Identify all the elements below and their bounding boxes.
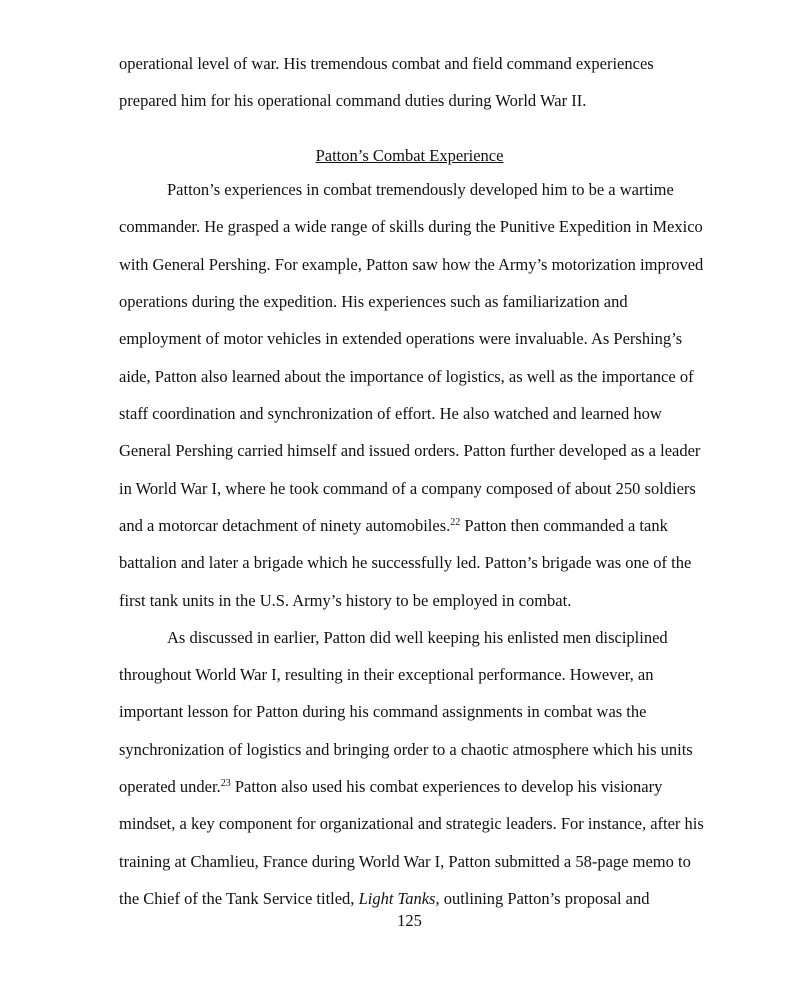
- text-line: prepared him for his operational command duties during World War II.: [119, 91, 587, 110]
- footnote-marker: 22: [450, 517, 461, 528]
- text-segment: operated under.: [119, 777, 221, 796]
- text-segment: the Chief of the Tank Service titled,: [119, 889, 359, 908]
- paragraph-first-line: Patton’s experiences in combat tremendously developed him to be a wartime: [167, 180, 674, 199]
- text-line: operations during the expedition. His experiences such as familiarization and: [119, 292, 628, 311]
- text-segment: and a motorcar detachment of ninety automobiles.: [119, 516, 451, 535]
- text-line: mindset, a key component for organizational and strategic leaders. For instance, after his: [119, 814, 704, 833]
- page-number: 125: [397, 911, 422, 930]
- text-line: with General Pershing. For example, Patton saw how the Army’s motorization improved: [119, 255, 704, 274]
- section-heading: Patton’s Combat Experience: [315, 146, 504, 165]
- text-line: aide, Patton also learned about the importance of logistics, as well as the importance of: [119, 367, 694, 386]
- text-line: in World War I, where he took command of a company composed of about 250 soldiers: [119, 479, 696, 498]
- footnote-marker: 23: [220, 778, 231, 789]
- text-line: synchronization of logistics and bringing order to a chaotic atmosphere which his units: [119, 740, 693, 759]
- text-line: employment of motor vehicles in extended operations were invaluable. As Pershing’s: [119, 329, 683, 348]
- text-line: staff coordination and synchronization of effort. He also watched and learned how: [119, 404, 662, 423]
- text-line: first tank units in the U.S. Army’s history to be employed in combat.: [119, 591, 572, 610]
- text-segment: , outlining Patton’s proposal and: [435, 889, 650, 908]
- text-line: training at Chamlieu, France during World War I, Patton submitted a 58-page memo to: [119, 852, 691, 871]
- paragraph-first-line: As discussed in earlier, Patton did well keeping his enlisted men disciplined: [167, 628, 668, 647]
- text-line: commander. He grasped a wide range of skills during the Punitive Expedition in Mexico: [119, 217, 703, 236]
- text-line: [119, 777, 662, 797]
- text-line: throughout World War I, resulting in their exceptional performance. However, an: [119, 665, 654, 684]
- text-line: important lesson for Patton during his command assignments in combat was the: [119, 702, 647, 721]
- text-line: [119, 889, 650, 909]
- text-segment: Patton then commanded a tank: [460, 516, 668, 535]
- text-line: [119, 516, 668, 536]
- italic-title: Light Tanks: [358, 889, 436, 908]
- text-line: General Pershing carried himself and issued orders. Patton further developed as a leader: [119, 441, 701, 460]
- text-segment: Patton also used his combat experiences to develop his visionary: [230, 777, 663, 796]
- text-line: operational level of war. His tremendous combat and field command experiences: [119, 54, 654, 73]
- text-line: battalion and later a brigade which he successfully led. Patton’s brigade was one of the: [119, 553, 692, 572]
